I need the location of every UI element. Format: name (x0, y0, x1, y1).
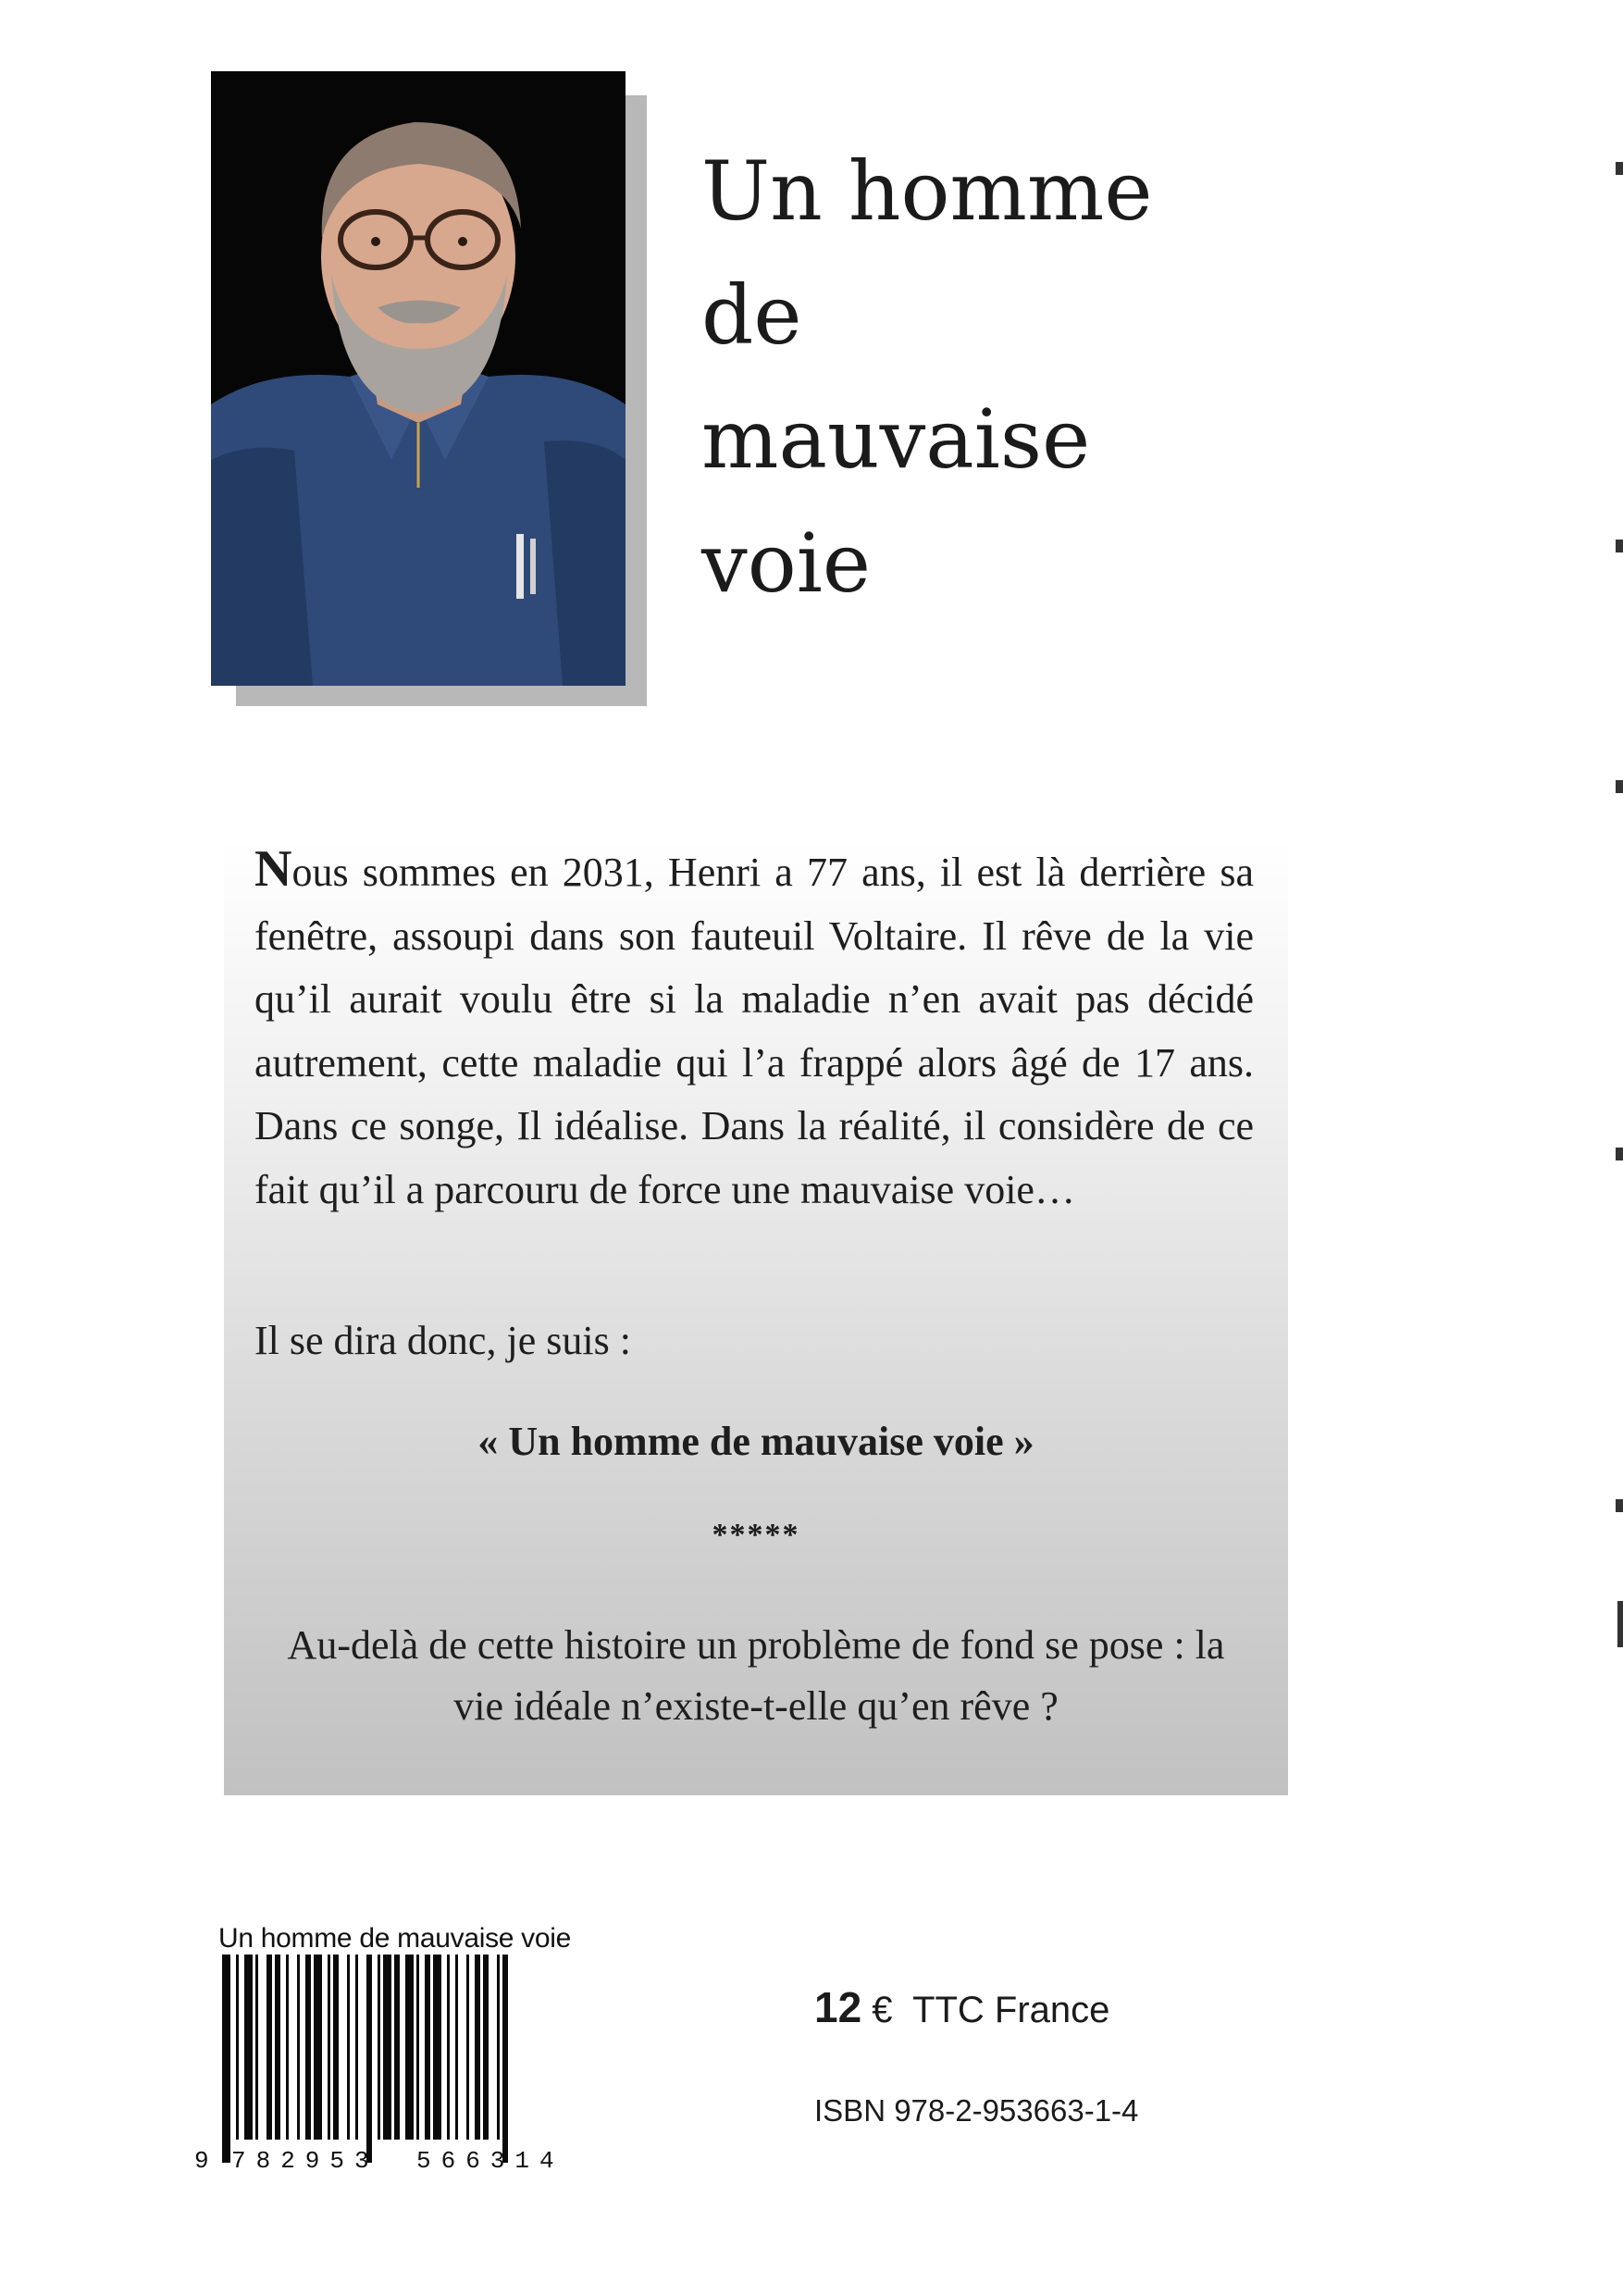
barcode-bar (394, 1955, 400, 2140)
barcode-bar (355, 1955, 358, 2140)
barcode-label: Un homme de mauvaise voie (218, 1923, 572, 1954)
book-title (701, 130, 1257, 626)
barcode-bar (447, 1955, 450, 2140)
barcode-bar (433, 1955, 441, 2140)
barcode-bar (275, 1955, 280, 2140)
barcode-bar (328, 1955, 330, 2140)
spine-mark (1616, 1148, 1623, 1160)
synopsis-paragraph-text: ous sommes en 2031, Henri a 77 ans, il est là derrière sa fenêtre, assoupi dans son fauteuil Voltaire. Il rêve de la vie qu’il aurait voulu être si la maladie n’en avait pas décidé autrement, cette maladie qui l’a frappé alors âgé de 17 ans. Dans ce songe, Il idéalise. Dans la réalité, il considère de ce fait qu’il a parcouru de force une mauvaise voie… (254, 850, 1254, 1212)
barcode-bar (297, 1955, 300, 2140)
barcode-bar (366, 1955, 372, 2163)
barcode-bar (244, 1955, 253, 2140)
barcode-bar (425, 1955, 430, 2140)
barcode-bar (497, 1955, 500, 2140)
synopsis-quote: « Un homme de mauvaise voie » (477, 1419, 1035, 1464)
barcode-digits-right: 566314 (416, 2147, 564, 2175)
drop-cap: N (254, 840, 292, 898)
price-currency: € (872, 1990, 893, 2030)
barcode-bar (383, 1955, 391, 2140)
barcode-bar (333, 1955, 339, 2140)
isbn: ISBN 978-2-953663-1-4 (814, 2093, 1139, 2128)
barcode-bar (502, 1955, 508, 2163)
barcode (185, 1953, 648, 2175)
barcode-bar (455, 1955, 458, 2140)
barcode-bar (255, 1955, 258, 2140)
synopsis-box (224, 838, 1288, 1795)
author-photo (211, 71, 626, 686)
barcode-bar (236, 1955, 239, 2140)
barcode-bar (475, 1955, 480, 2140)
barcode-digit-first: 9 (194, 2147, 209, 2175)
price-suffix: TTC France (912, 1990, 1110, 2030)
barcode-bar (305, 1955, 311, 2140)
title-line-3: mauvaise (701, 391, 1091, 487)
barcode-bar (378, 1955, 380, 2140)
barcode-bar (222, 1955, 230, 2163)
synopsis-paragraph (254, 838, 1254, 1222)
spine-mark (1616, 162, 1623, 175)
price (814, 1982, 1109, 2032)
title-line-4: voie (701, 515, 871, 611)
spine-mark (1616, 1499, 1623, 1512)
separator-stars: ***** (712, 1518, 800, 1552)
barcode-bar (286, 1955, 289, 2140)
author-portrait-illustration (211, 71, 626, 686)
synopsis-line-2: Il se dira donc, je suis : (254, 1318, 631, 1363)
barcode-digits-left: 782953 (231, 2147, 379, 2175)
spine-mark (1616, 780, 1623, 793)
barcode-bar (483, 1955, 489, 2140)
spine-mark (1617, 1601, 1623, 1647)
price-amount: 12 (814, 1983, 862, 2031)
spine-mark (1616, 540, 1623, 552)
barcode-bar (416, 1955, 419, 2140)
barcode-bar (314, 1955, 322, 2140)
title-line-1: Un homme (701, 143, 1153, 239)
barcode-bar (266, 1955, 272, 2140)
barcode-bar (405, 1955, 414, 2140)
barcode-bar (347, 1955, 350, 2140)
synopsis-question: Au-delà de cette histoire un problème de fond se pose : la vie idéale n’existe-t-elle qu’en rêve ? (287, 1622, 1225, 1729)
title-line-2: de (701, 267, 802, 363)
barcode-bar (466, 1955, 469, 2140)
